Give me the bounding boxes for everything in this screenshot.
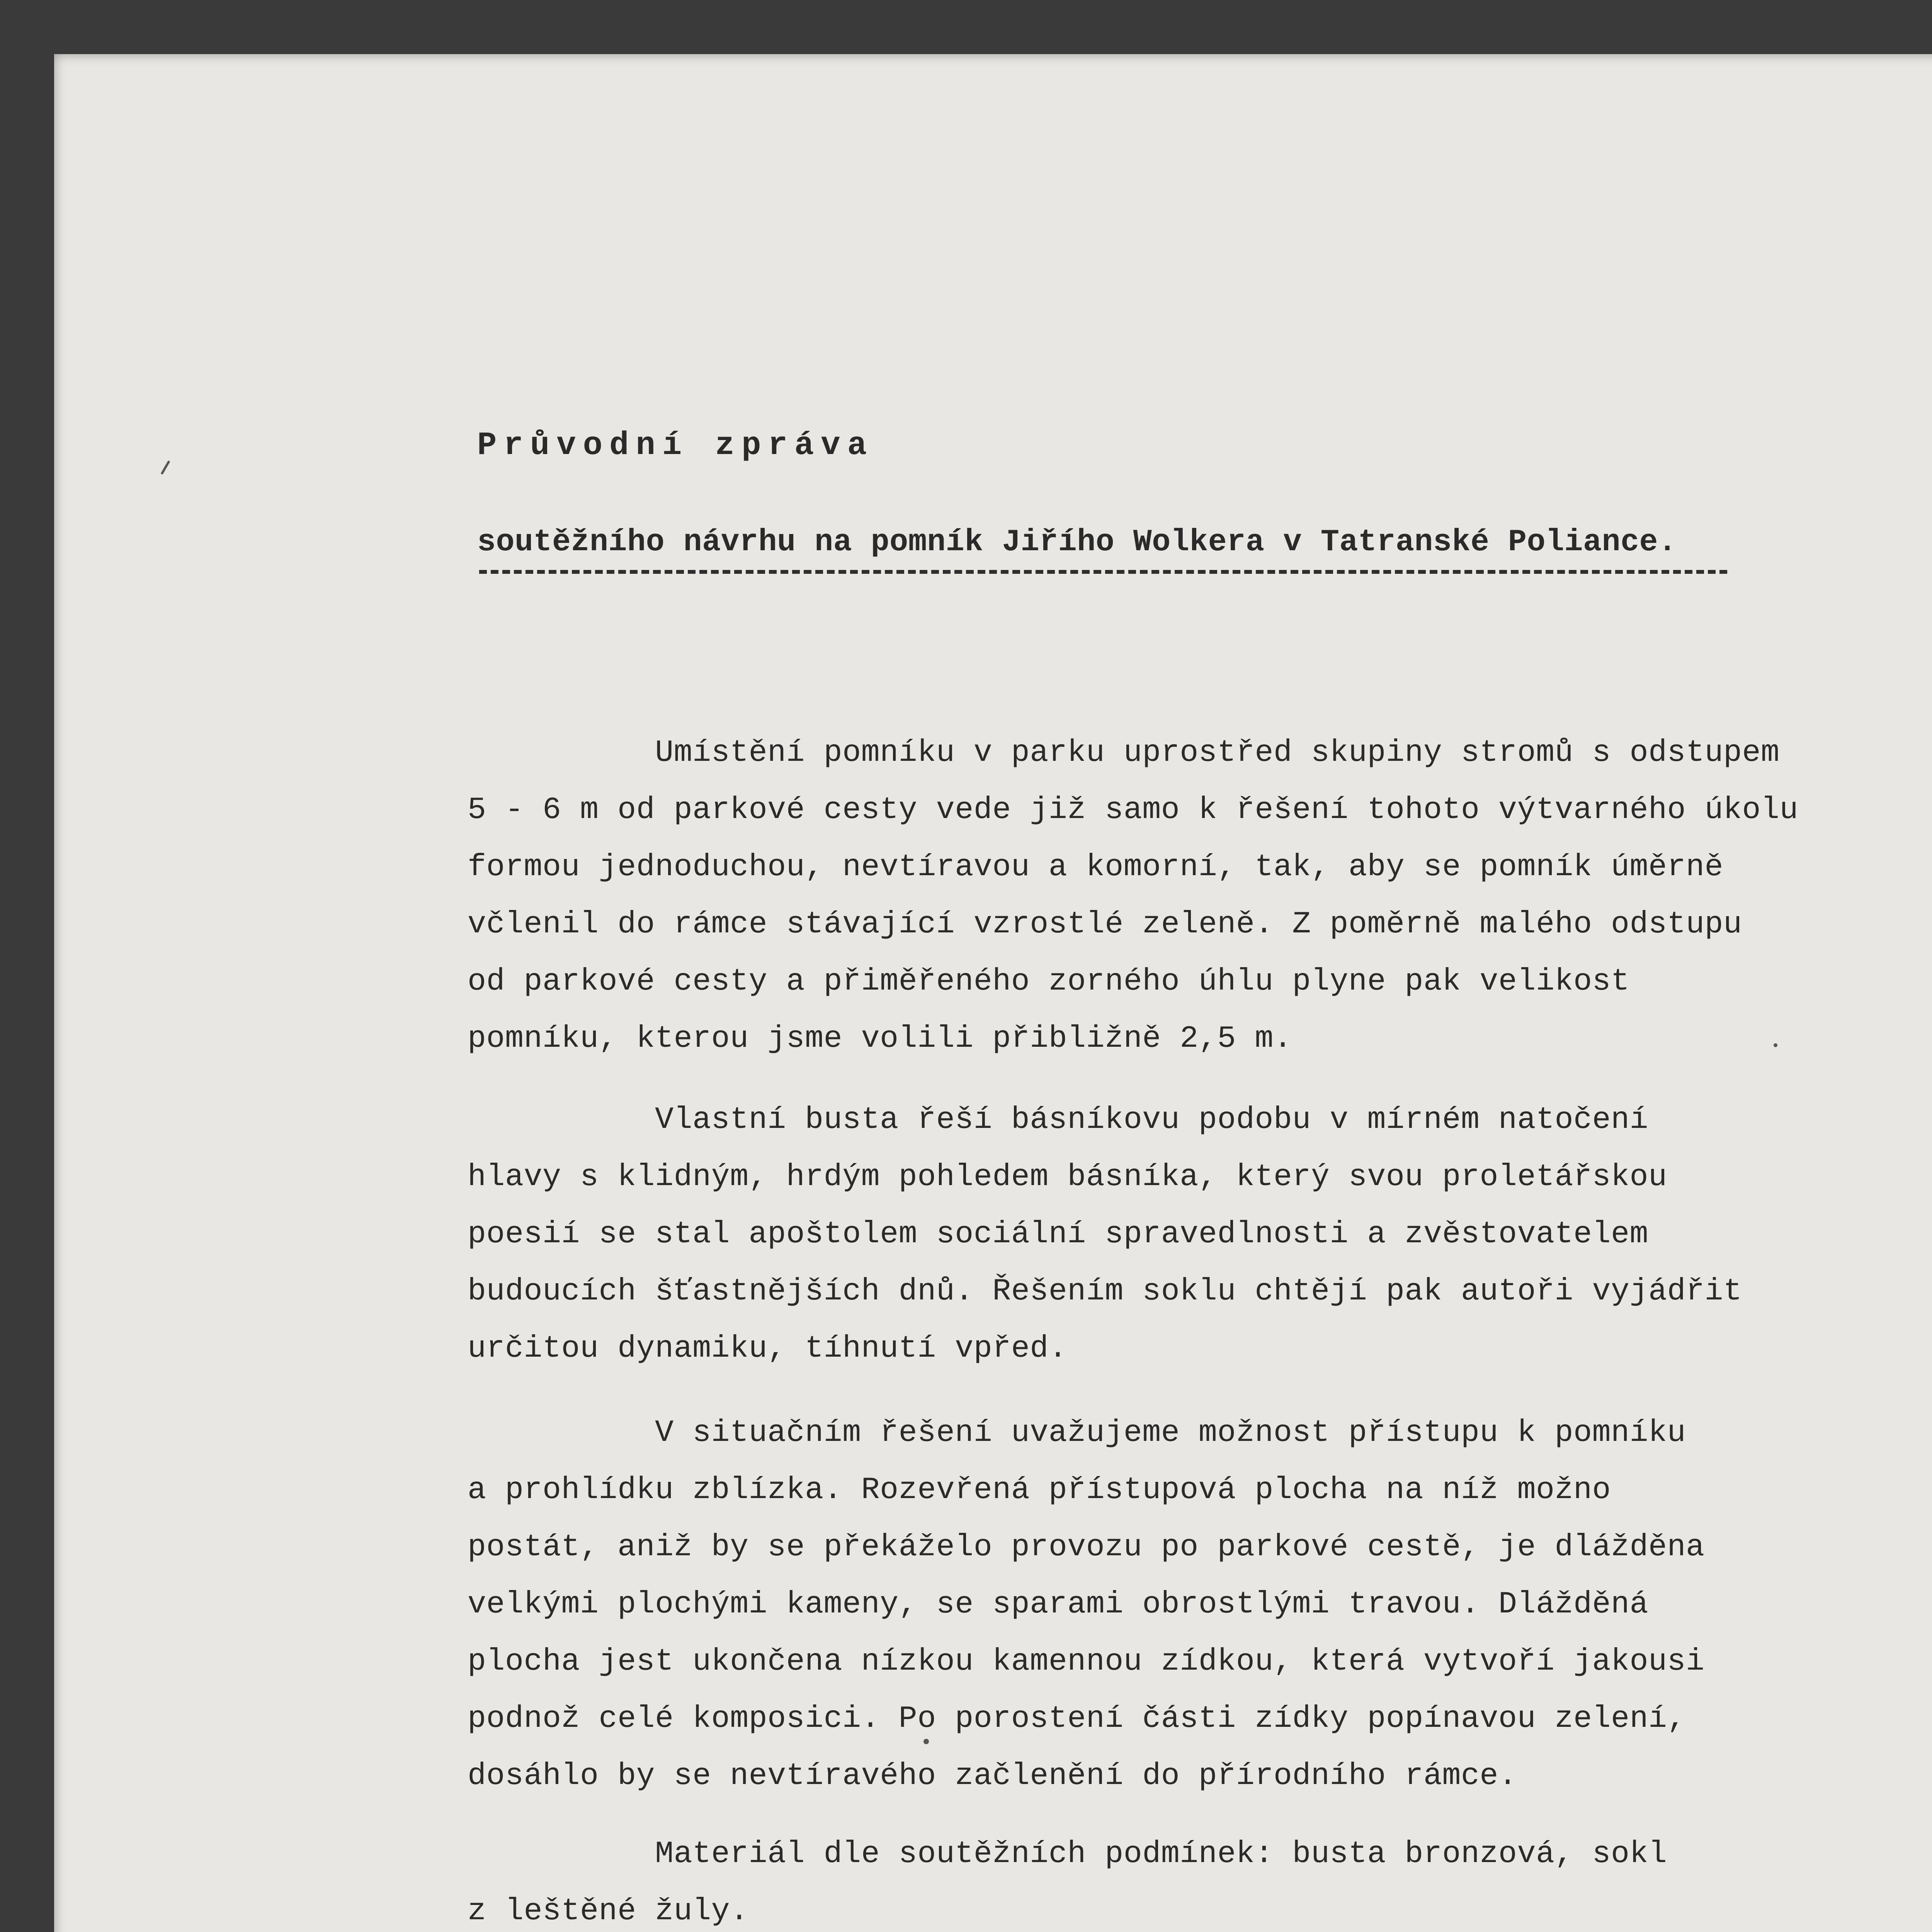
paper-mark bbox=[160, 460, 170, 475]
title-underline bbox=[479, 570, 1727, 574]
document-subtitle: soutěžního návrhu na pomník Jiřího Wolkera v Tatranské Poliance. bbox=[477, 525, 1677, 560]
paper-speck bbox=[923, 1739, 929, 1744]
paragraph-bust: Vlastní busta řeší básníkovu podobu v mírném natočení hlavy s klidným, hrdým pohledem básníka, který svou proletářskou poesií se stal apoštolem sociální spravedlnosti a zvěstovatelem budoucích šťastnějších dnů. Řešením soklu chtějí pak autoři vyjádřit určitou dynamiku, tíhnutí vpřed. bbox=[468, 1102, 1742, 1366]
paragraph-material: Materiál dle soutěžních podmínek: busta bronzová, sokl z leštěné žuly. bbox=[468, 1837, 1667, 1929]
paragraph-placement: Umístění pomníku v parku uprostřed skupiny stromů s odstupem 5 - 6 m od parkové cesty vede již samo k řešení tohoto výtvarného úkolu formou jednoduchou, nevtíravou a komorní, tak, aby se pomník úměrně včlenil do rámce stávající vzrostlé zeleně. Z poměrně malého odstupu od parkové cesty a přiměřeného zorného úhlu plyne pak velikost pomníku, kterou jsme volili přibližně 2,5 m. bbox=[468, 735, 1799, 1056]
paragraph-situation: V situačním řešení uvažujeme možnost přístupu k pomníku a prohlídku zblízka. Rozevřená přístupová plocha na níž možno postát, aniž by se překáželo provozu po parkové cestě, je dlážděna velkými plochými kameny, se sparami obrostlými travou. Dlážděná plocha jest ukončena nízkou kamennou zídkou, která vytvoří jakousi podnož celé komposici. Po porostení části zídky popínavou zelení, dosáhlo by se nevtíravého začlenění do přírodního rámce. bbox=[468, 1415, 1705, 1794]
document-title: Průvodní zpráva bbox=[477, 427, 874, 464]
paper-sheet bbox=[54, 54, 1932, 1932]
paper-speck bbox=[1774, 1043, 1777, 1047]
